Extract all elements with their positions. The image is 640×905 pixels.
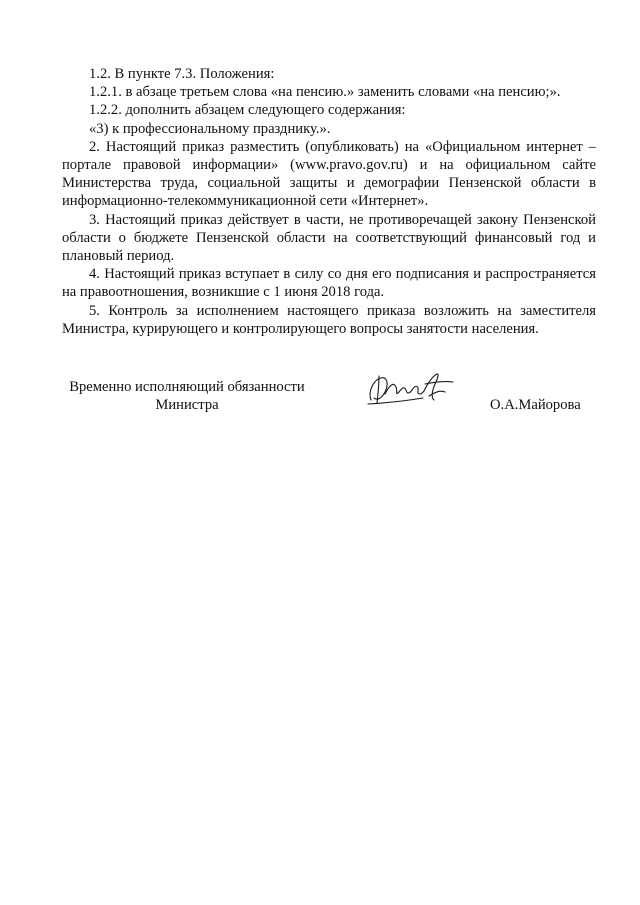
paragraph-2: 2. Настоящий приказ разместить (опубликовать) на «Официальном интернет – портале правовой информации» (www.pravo.gov.ru) и на официальном сайте Министерства труда, социальной защиты и демографии Пензенской области в информационно-телекоммуникационной сети «Интернет». [62, 138, 596, 210]
signatory-name: О.А.Майорова [490, 397, 581, 413]
signatory-title-line-1: Временно исполняющий обязанности [69, 379, 305, 395]
paragraph-4: 4. Настоящий приказ вступает в силу со дня его подписания и распространяется на правоотношения, возникшие с 1 июня 2018 года. [62, 266, 596, 301]
paragraph-1-2-2: 1.2.2. дополнить абзацем следующего содержания: [89, 102, 406, 119]
paragraph-quote-3: «3) к профессиональному празднику.». [89, 120, 331, 137]
paragraph-1-2: 1.2. В пункте 7.3. Положения: [89, 66, 275, 82]
document-body [62, 65, 596, 338]
signatory-title [62, 378, 312, 414]
handwritten-signature-icon [365, 370, 455, 408]
paragraph-5: 5. Контроль за исполнением настоящего приказа возложить на заместителя Министра, курирующего и контролирующего вопросы занятости населения. [62, 302, 596, 337]
signatory-title-line-2: Министра [155, 397, 219, 414]
paragraph-1-2-1: 1.2.1. в абзаце третьем слова «на пенсию.» заменить словами «на пенсию;». [89, 84, 561, 101]
paragraph-3: 3. Настоящий приказ действует в части, не противоречащей закону Пензенской области о бюджете Пензенской области на соответствующий финансовый год и плановый период. [62, 211, 596, 265]
